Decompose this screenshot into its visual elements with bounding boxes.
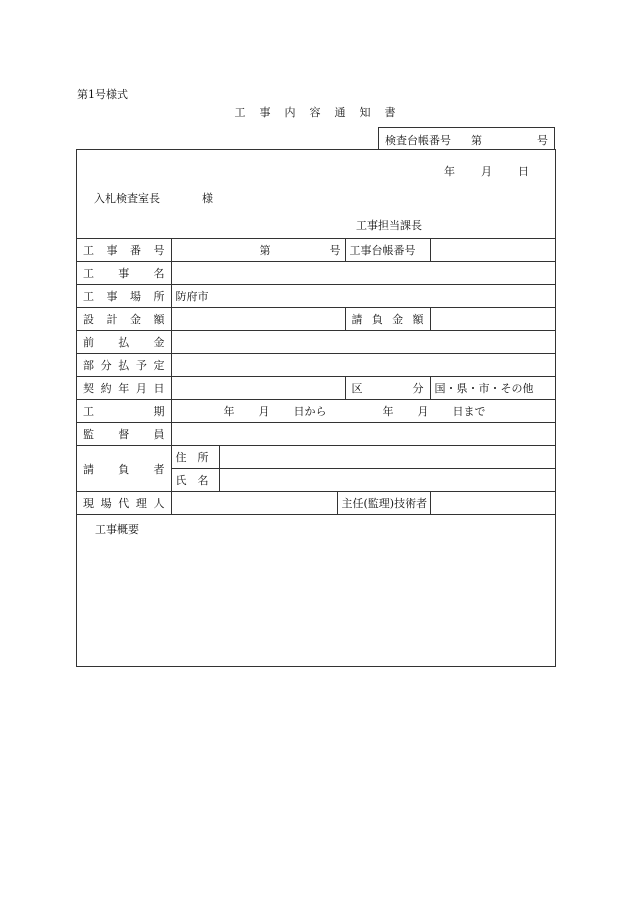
register-number-box (378, 127, 555, 149)
header-date (444, 163, 529, 179)
category-field[interactable]: 国・県・市・その他 (430, 377, 555, 400)
table-row (77, 331, 555, 354)
label-cell: 設 計 金 額 (77, 308, 171, 331)
details-table (77, 238, 555, 669)
form-frame (76, 149, 556, 667)
label-cell: 前 払 金 (77, 331, 171, 354)
register-go: 号 (537, 134, 548, 147)
label-cell: 請 負 者 (77, 446, 171, 492)
label-cell: 工 期 (77, 400, 171, 423)
title-char: 知 (359, 106, 371, 119)
honorific: 様 (202, 192, 213, 205)
table-row (77, 446, 555, 469)
contractor-name-field[interactable] (219, 469, 555, 492)
period-from: 日から (293, 405, 327, 418)
table-row (77, 285, 555, 308)
construction-name-field[interactable] (171, 262, 555, 285)
title-char: 工 (234, 106, 246, 119)
form-number: 第1号様式 (77, 88, 128, 101)
period-month-end: 月 (417, 405, 429, 418)
table-row (77, 515, 555, 670)
name-label: 氏 名 (171, 469, 219, 492)
contract-date-field[interactable] (171, 377, 345, 400)
date-day: 日 (518, 165, 529, 178)
table-row (77, 377, 555, 400)
table-row (77, 400, 555, 423)
period-year-end: 年 (382, 405, 394, 418)
register-dai: 第 (471, 134, 482, 147)
title-char: 内 (284, 106, 296, 119)
overview-label: 工事概要 (95, 523, 139, 536)
contract-amount-label: 請 負 金 額 (345, 308, 430, 331)
addressee: 入札検査室長 (94, 192, 160, 205)
document-title (0, 104, 630, 120)
chief-engineer-label: 主任(監理)技術者 (337, 492, 430, 515)
dai-text: 第 (259, 244, 271, 257)
table-row (77, 308, 555, 331)
table-row (77, 239, 555, 262)
table-row (77, 354, 555, 377)
period-to: 日まで (452, 405, 486, 418)
site-agent-field[interactable] (171, 492, 337, 515)
label-cell: 監 督 員 (77, 423, 171, 446)
register-number-label: 検査台帳番号 (385, 134, 451, 147)
label-cell: 部 分 払 予 定 (77, 354, 171, 377)
contract-amount-field[interactable] (430, 308, 555, 331)
construction-period-field[interactable] (171, 400, 555, 423)
title-char: 容 (309, 106, 321, 119)
contractor-address-field[interactable] (219, 446, 555, 469)
table-row (77, 492, 555, 515)
title-char: 事 (259, 106, 271, 119)
addressee-line (94, 190, 213, 206)
title-char: 書 (384, 106, 396, 119)
period-year: 年 (223, 405, 235, 418)
partial-payment-field[interactable] (171, 354, 555, 377)
category-label: 区 分 (345, 377, 430, 400)
table-row (77, 423, 555, 446)
construction-overview-field[interactable] (77, 515, 555, 670)
chief-engineer-field[interactable] (430, 492, 555, 515)
ledger-number-field[interactable] (430, 239, 555, 262)
label-cell: 契 約 年 月 日 (77, 377, 171, 400)
label-cell: 工 事 場 所 (77, 285, 171, 308)
table-row (77, 262, 555, 285)
design-amount-field[interactable] (171, 308, 345, 331)
construction-location-field[interactable]: 防府市 (171, 285, 555, 308)
period-month: 月 (258, 405, 270, 418)
label-cell: 現 場 代 理 人 (77, 492, 171, 515)
construction-number-field[interactable] (171, 239, 345, 262)
ledger-number-label: 工事台帳番号 (345, 239, 430, 262)
label-cell: 工 事 名 (77, 262, 171, 285)
date-year: 年 (444, 165, 455, 178)
label-cell: 工 事 番 号 (77, 239, 171, 262)
go-text: 号 (329, 244, 341, 257)
advance-payment-field[interactable] (171, 331, 555, 354)
address-label: 住 所 (171, 446, 219, 469)
supervisor-field[interactable] (171, 423, 555, 446)
title-char: 通 (334, 106, 346, 119)
date-month: 月 (481, 165, 492, 178)
sender: 工事担当課長 (356, 219, 422, 232)
